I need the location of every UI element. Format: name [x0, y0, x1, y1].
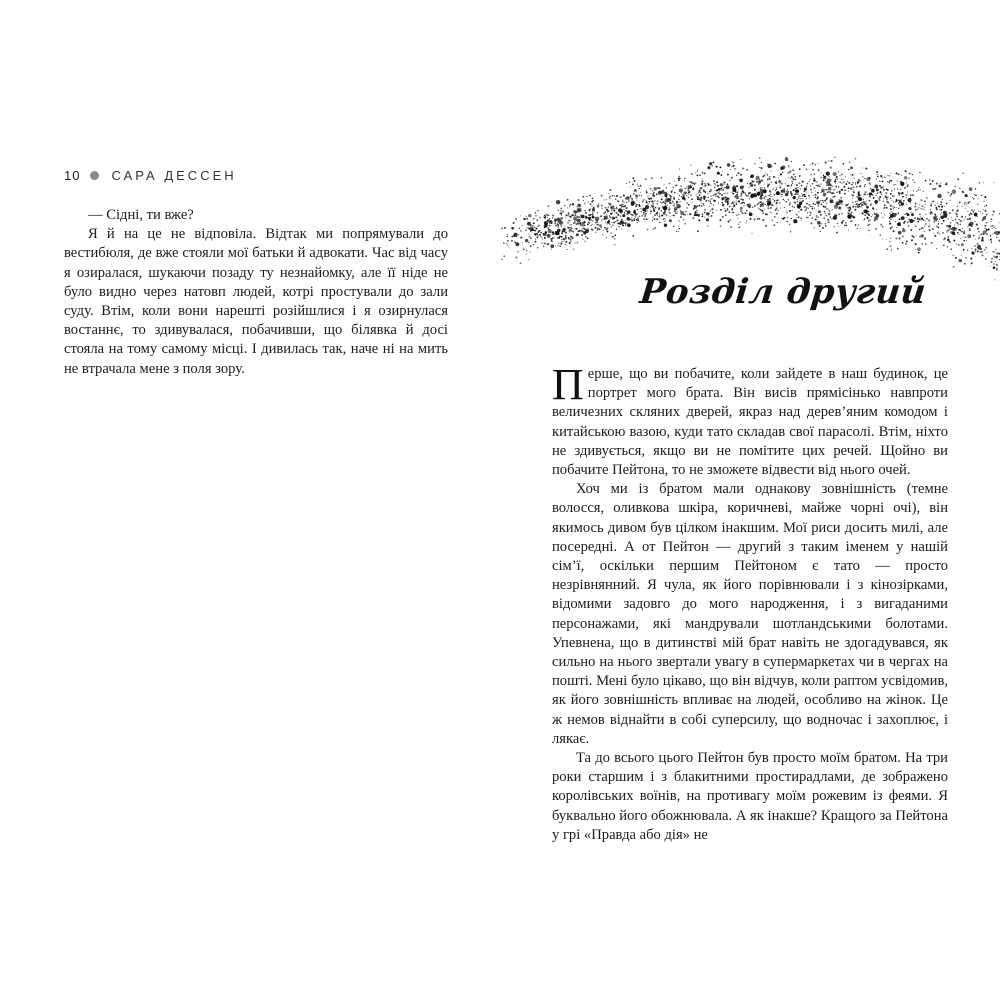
page-number: 10: [64, 168, 81, 183]
first-paragraph-text: ерше, що ви побачите, коли зайдете в наш будинок, це портрет мого брата. Він висів прямісінько навпроти величезних скляних дверей, якраз над дерев’яним комодом і китайською вазою, куди тато складав свої парасолі. Втім, ніхто не здивується, якщо ви не помітите цих речей. Щойно ви побачите Пейтона, то не зможете відвести від нього очей.: [552, 366, 948, 479]
chapter-title: Розділ другий: [637, 272, 929, 312]
first-paragraph: [552, 360, 948, 480]
paragraph: Я й на це не відповіла. Відтак ми попрямували до вестибюля, де вже стояли мої батьки й адвокати. Час від часу я озиралася, шукаючи позаду ту незнайомку, але її ніде не було видно через натовп людей, котрі простували до зали суду. Втім, коли вони нарешті розійшлися і я озирнулася востаннє, то здивувалася, побачивши, що білявка й досі стояла на тому самому місці. І дивилась так, наче ні на мить не втрачала мене з поля зору.: [64, 226, 448, 377]
running-head: [64, 168, 237, 183]
author-name: САРА ДЕССЕН: [111, 168, 237, 183]
drop-cap: П: [552, 360, 584, 409]
bullet-dot-icon: [90, 171, 99, 180]
left-body-text: [64, 206, 448, 379]
right-page: [500, 0, 1000, 1000]
right-body-text: [552, 360, 948, 845]
paragraph: Та до всього цього Пейтон був просто моїм братом. На три роки старшим і з блакитними простирадлами, де зображено королівських воїнів, на противагу моїм рожевим із феями. Я буквально його обожнювала. А як інакше? Кращого за Пейтона у грі «Правда або дія» не: [552, 750, 948, 843]
paragraph: — Сідні, ти вже?: [88, 207, 194, 223]
paragraph: Хоч ми із братом мали однакову зовнішність (темне волосся, оливкова шкіра, коричневі, майже чорні очі), він якимось дивом був цілком інакшим. Мої риси досить милі, але посередні. А от Пейтон — другий з таким іменем у нашій сім’ї, оскільки першим Пейтоном є тато — просто незрівнянний. Я чула, як його порівнювали і з кінозірками, відомими задовго до мого народження, і з вигаданими персонажами, які мандрували шотландськими болотами. Упевнена, що в дитинстві мій брат навіть не здогадувався, як сильно на нього звертали увагу в супермаркетах чи в чергах на пошті. Мені було цікаво, що він відчув, коли раптом усвідомив, як його зовнішність впливає на людей, особливо на жінок. Це ж немов віднайти в собі суперсилу, що водночас і захоплює, і лякає.: [552, 481, 948, 747]
